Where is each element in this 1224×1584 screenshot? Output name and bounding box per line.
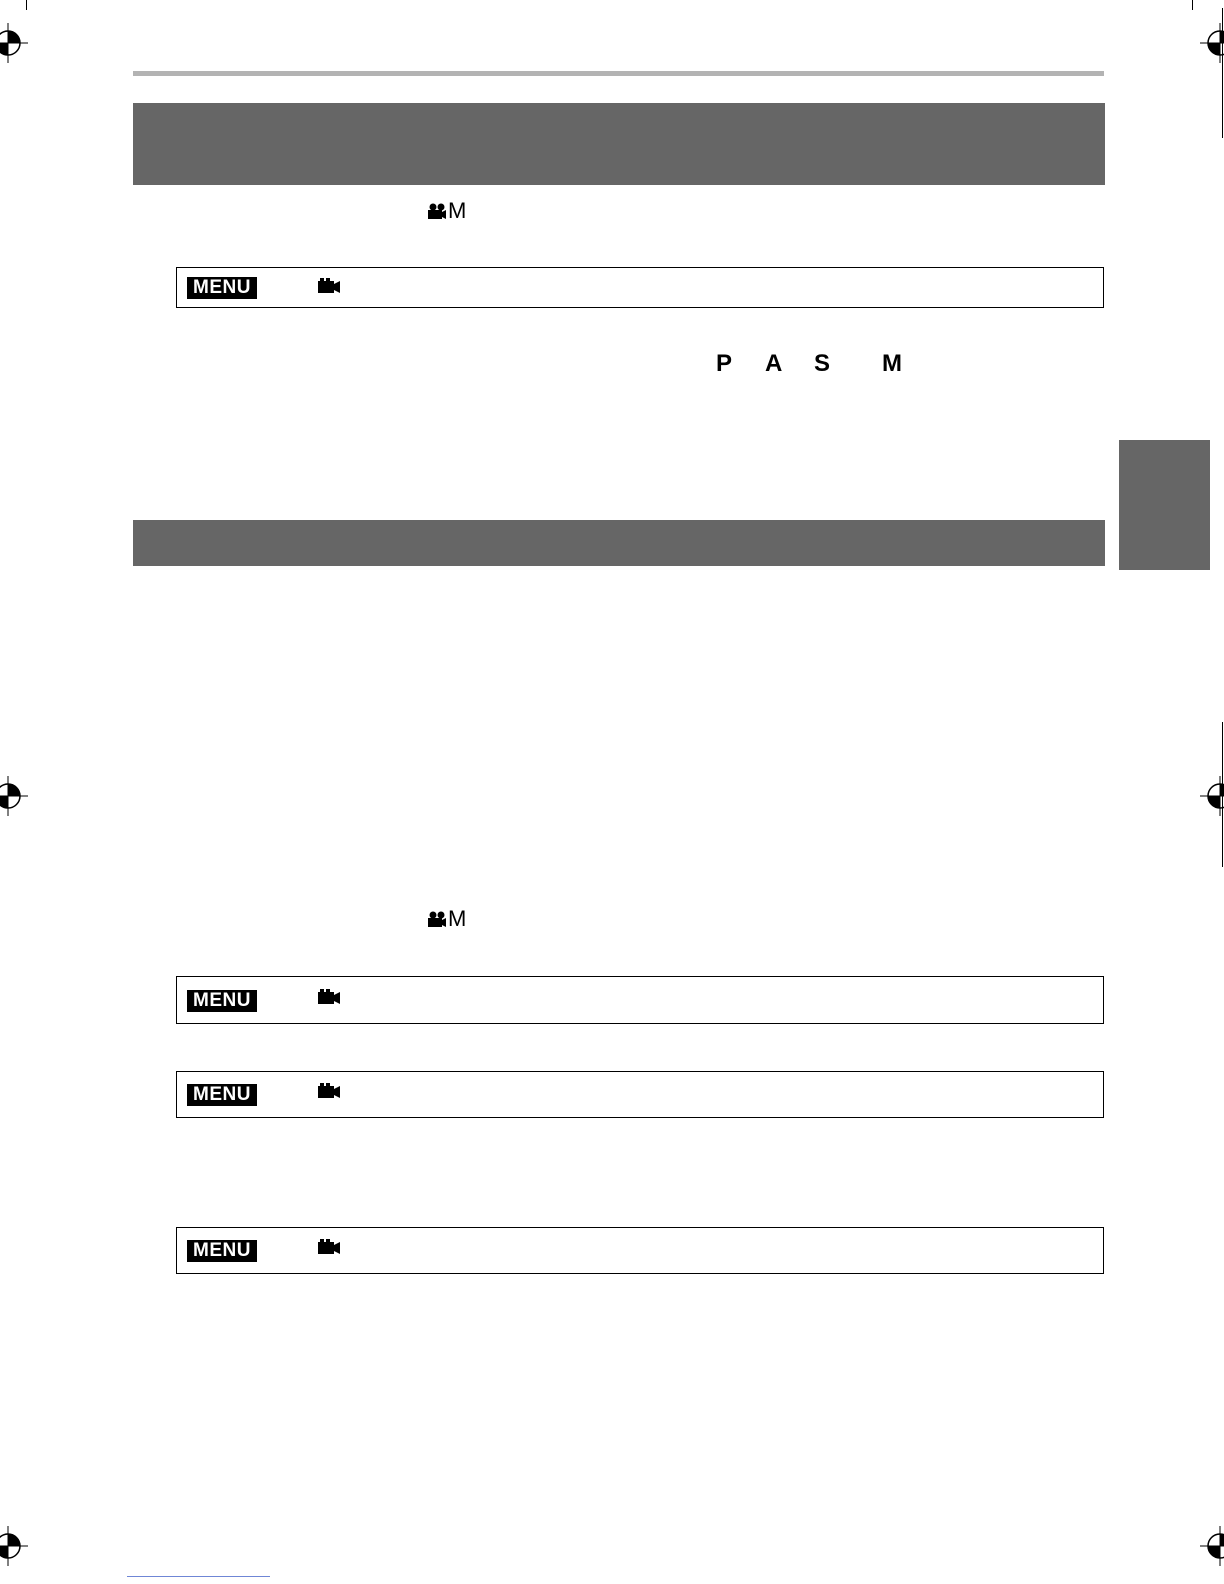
movie-manual-mode-indicator [427, 198, 466, 224]
motion-picture-menu-icon [317, 1083, 341, 1099]
section-banner-1 [133, 103, 1105, 185]
menu-path-box [176, 267, 1104, 308]
menu-button-label: MENU [187, 1084, 257, 1106]
footer-link-underline [127, 1576, 270, 1577]
mode-m: M [882, 350, 902, 377]
movie-manual-icon [427, 909, 447, 929]
crop-line-top-left [26, 0, 27, 10]
menu-path-box [176, 1071, 1104, 1118]
mode-s: S [814, 350, 831, 377]
registration-mark-icon [0, 776, 28, 816]
motion-picture-menu-icon [317, 278, 341, 294]
menu-button-label: MENU [187, 990, 257, 1012]
menu-path-box [176, 976, 1104, 1024]
movie-manual-icon [427, 201, 447, 221]
registration-mark-icon [1200, 776, 1224, 816]
menu-button-label: MENU [187, 277, 257, 299]
menu-button-label: MENU [187, 1240, 257, 1262]
motion-picture-menu-icon [317, 1239, 341, 1255]
section-banner-2 [133, 520, 1105, 566]
crop-line-top-right [1192, 0, 1193, 10]
registration-mark-icon [1200, 1526, 1224, 1566]
mode-a: A [765, 350, 783, 377]
mode-letter: M [448, 906, 467, 931]
motion-picture-menu-icon [317, 989, 341, 1005]
menu-path-box [176, 1227, 1104, 1274]
mode-p: P [716, 350, 733, 377]
mode-letter: M [448, 198, 467, 223]
registration-mark-icon [1200, 23, 1224, 63]
chapter-side-tab [1119, 440, 1210, 570]
header-rule [133, 71, 1104, 76]
registration-mark-icon [0, 1526, 28, 1566]
registration-mark-icon [0, 23, 28, 63]
movie-manual-mode-indicator [427, 906, 466, 932]
